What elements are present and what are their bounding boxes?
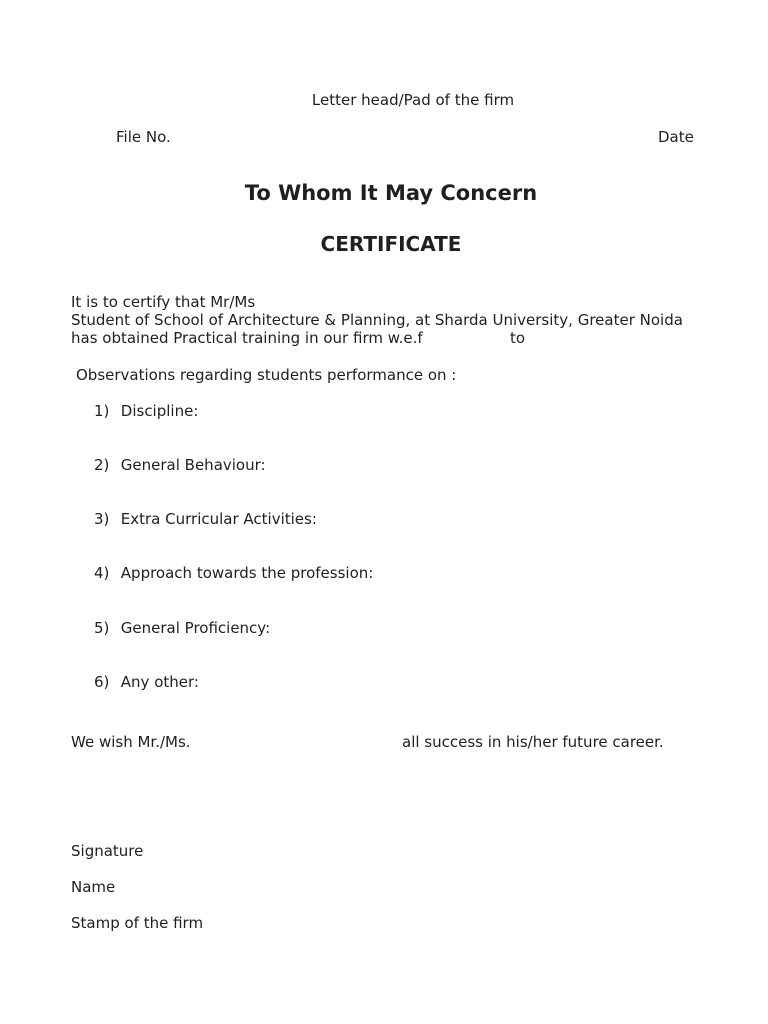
list-item xyxy=(94,456,266,474)
list-item-number: 4) xyxy=(94,564,110,582)
date-label: Date xyxy=(658,128,694,146)
stamp-label: Stamp of the firm xyxy=(71,914,204,932)
list-item xyxy=(94,564,373,582)
observations-heading: Observations regarding students performance on : xyxy=(76,366,457,384)
name-label: Name xyxy=(71,878,116,896)
list-item-label: General Proficiency: xyxy=(120,619,271,637)
wish-suffix: all success in his/her future career. xyxy=(402,733,664,751)
body-line-1: It is to certify that Mr/Ms xyxy=(71,293,256,311)
body-line-2: Student of School of Architecture & Planning, at Sharda University, Greater Noida xyxy=(71,311,683,329)
wish-prefix: We wish Mr./Ms. xyxy=(71,733,191,751)
document-title: To Whom It May Concern xyxy=(244,181,538,205)
list-item xyxy=(94,402,198,420)
list-item-label: Discipline: xyxy=(120,402,199,420)
list-item xyxy=(94,673,199,691)
list-item-number: 5) xyxy=(94,619,110,637)
file-number-label: File No. xyxy=(116,128,171,146)
list-item-number: 6) xyxy=(94,673,110,691)
body-line-3: has obtained Practical training in our firm w.e.f xyxy=(71,329,423,347)
list-item-label: Any other: xyxy=(120,673,199,691)
list-item-number: 1) xyxy=(94,402,110,420)
list-item-label: Approach towards the profession: xyxy=(120,564,374,582)
document-subtitle: CERTIFICATE xyxy=(320,232,462,256)
signature-label: Signature xyxy=(71,842,144,860)
list-item-number: 3) xyxy=(94,510,110,528)
list-item-label: General Behaviour: xyxy=(120,456,266,474)
list-item-label: Extra Curricular Activities: xyxy=(120,510,317,528)
list-item-number: 2) xyxy=(94,456,110,474)
letterhead-text: Letter head/Pad of the firm xyxy=(311,91,515,109)
list-item xyxy=(94,510,317,528)
list-item xyxy=(94,619,270,637)
body-line-3-to: to xyxy=(510,329,526,347)
